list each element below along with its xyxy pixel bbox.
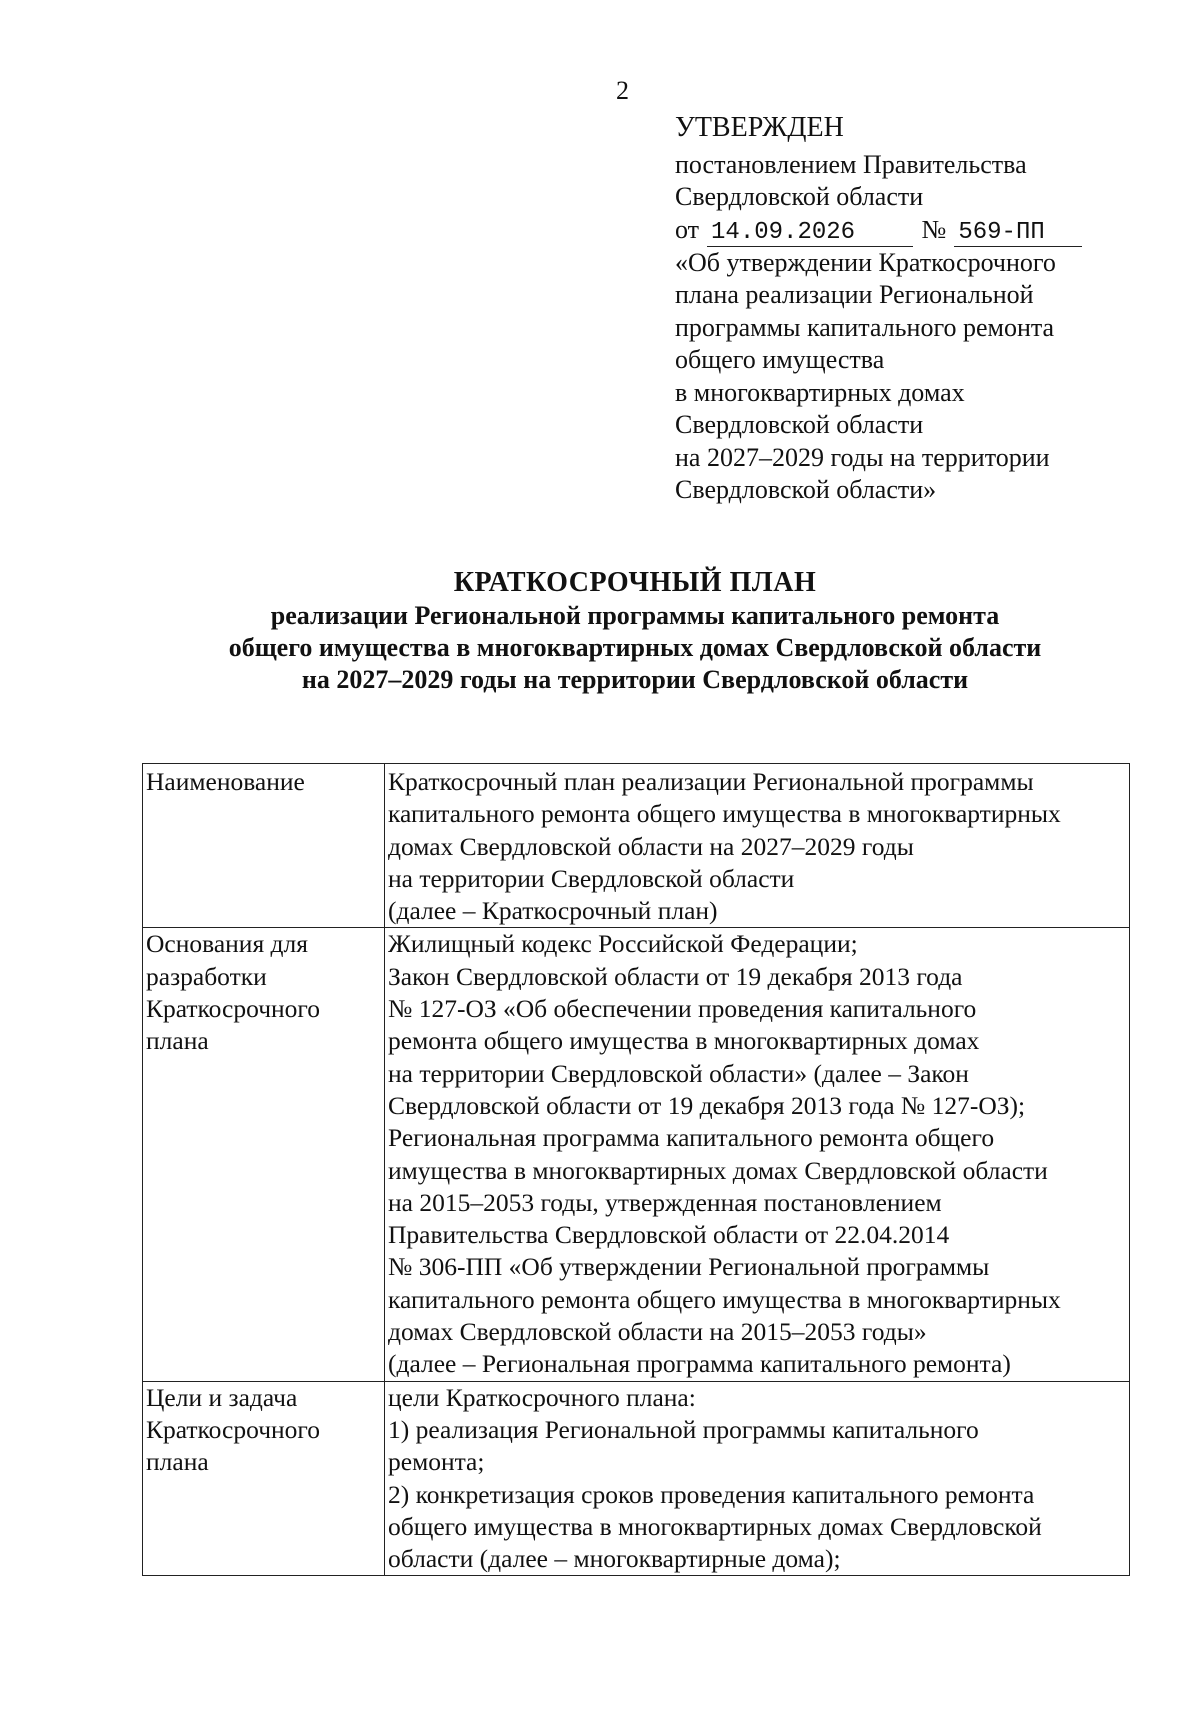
row-value: [385, 928, 1130, 1381]
row-label: [143, 1381, 385, 1576]
approval-subject-line: Свердловской области»: [675, 475, 937, 504]
row-value: [385, 1381, 1130, 1576]
row-label-line: Краткосрочного: [146, 1414, 320, 1444]
approval-subject-line: на 2027–2029 годы на территории: [675, 442, 1050, 472]
row-value-line: 1) реализация Региональной программы капитального: [388, 1414, 979, 1444]
document-subtitle-line: общего имущества в многоквартирных домах Свердловской области: [228, 633, 1042, 662]
row-label-line: плана: [146, 1447, 209, 1477]
date-prefix: от: [675, 214, 700, 244]
table-row-goals: [143, 1381, 1130, 1576]
document-title: [0, 566, 1200, 696]
row-value-line: Свердловской области от 19 декабря 2013 года № 127-ОЗ);: [388, 1090, 1026, 1120]
row-value-line: Жилищный кодекс Российской Федерации;: [388, 929, 858, 959]
approval-subject-line: программы капитального ремонта: [675, 312, 1055, 342]
row-value-line: Региональная программа капитального ремонта общего: [388, 1123, 995, 1153]
row-value-line: Правительства Свердловской области от 22.04.2014: [388, 1220, 950, 1250]
row-value-line: Краткосрочный план реализации Региональной программы: [388, 767, 1034, 796]
row-label-line: Наименование: [146, 767, 305, 796]
plan-passport-table: [142, 763, 1130, 1576]
row-value-line: цели Краткосрочного плана:: [388, 1382, 696, 1412]
row-label-line: Цели и задача: [146, 1382, 298, 1412]
approval-date-number-line: [675, 214, 1155, 247]
row-value-line: области (далее – многоквартирные дома);: [388, 1544, 841, 1574]
row-value-line: имущества в многоквартирных домах Свердловской области: [388, 1155, 1048, 1185]
number-prefix: №: [921, 214, 947, 244]
row-value-line: капитального ремонта общего имущества в многоквартирных: [388, 799, 1061, 829]
approval-subject-line: «Об утверждении Краткосрочного: [675, 247, 1056, 277]
document-title-main: КРАТКОСРОЧНЫЙ ПЛАН: [453, 567, 817, 598]
row-value-line: капитального ремонта общего имущества в многоквартирных: [388, 1284, 1061, 1314]
approval-number: 569-ПП: [954, 220, 1082, 247]
row-value-line: на территории Свердловской области» (далее – Закон: [388, 1058, 969, 1088]
document-subtitle-line: реализации Региональной программы капитального ремонта: [270, 601, 1000, 630]
row-value-line: Закон Свердловской области от 19 декабря 2013 года: [388, 961, 963, 991]
table-row-name: [143, 764, 1130, 928]
row-value-line: ремонта общего имущества в многоквартирных домах: [388, 1026, 980, 1056]
page-number: 2: [616, 76, 629, 105]
row-value-line: домах Свердловской области на 2015–2053 годы»: [388, 1317, 927, 1347]
row-value-line: общего имущества в многоквартирных домах Свердловской: [388, 1511, 1042, 1541]
approval-subject-line: общего имущества: [675, 345, 885, 374]
row-label-line: Краткосрочного: [146, 994, 320, 1024]
approval-subject-line: в многоквартирных домах: [675, 377, 965, 407]
approval-subject-line: плана реализации Региональной: [675, 280, 1034, 309]
row-value-line: ремонта;: [388, 1447, 485, 1477]
approval-subject: [675, 247, 1155, 507]
row-value-line: № 306-ПП «Об утверждении Региональной программы: [388, 1252, 990, 1282]
approval-subject-line: Свердловской области: [675, 410, 924, 439]
document-subtitle-line: на 2027–2029 годы на территории Свердловской области: [301, 665, 969, 694]
row-value-line: (далее – Краткосрочный план): [388, 896, 718, 926]
row-value-line: на 2015–2053 годы, утвержденная постановлением: [388, 1187, 942, 1217]
row-label-line: разработки: [146, 961, 267, 991]
row-label-line: плана: [146, 1026, 209, 1056]
approval-stamp: [675, 112, 1155, 507]
table-row-grounds: [143, 928, 1130, 1381]
row-label: [143, 764, 385, 928]
row-value: [385, 764, 1130, 928]
approved-by-line: постановлением Правительства: [675, 149, 1027, 179]
row-value-line: (далее – Региональная программа капитального ремонта): [388, 1349, 1011, 1379]
row-value-line: на территории Свердловской области: [388, 863, 795, 893]
approval-date: 14.09.2026: [707, 220, 913, 247]
approved-title: УТВЕРЖДЕН: [675, 112, 844, 143]
row-label: [143, 928, 385, 1381]
row-label-line: Основания для: [146, 929, 308, 959]
row-value-line: № 127-ОЗ «Об обеспечении проведения капитального: [388, 994, 977, 1024]
approved-by-region: Свердловской области: [675, 182, 924, 211]
row-value-line: домах Свердловской области на 2027–2029 годы: [388, 831, 914, 861]
row-value-line: 2) конкретизация сроков проведения капитального ремонта: [388, 1479, 1035, 1509]
